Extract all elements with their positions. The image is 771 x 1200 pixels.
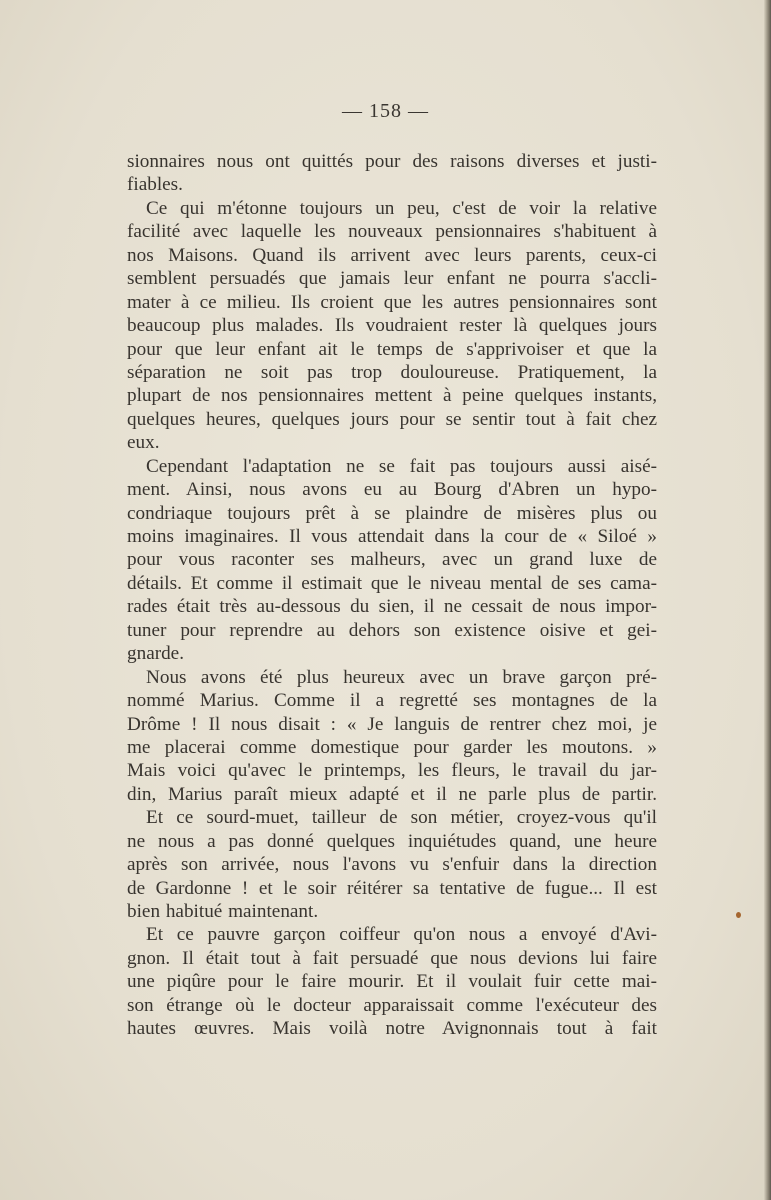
- text-line: une piqûre pour le faire mourir. Et il voulait fuir cette mai-: [127, 971, 657, 993]
- text-line: hautes œuvres. Mais voilà notre Avignonnais tout à fait: [127, 1018, 657, 1040]
- text-line: facilité avec laquelle les nouveaux pensionnaires s'habituent à: [127, 221, 657, 243]
- text-line: Drôme ! Il nous disait : « Je languis de rentrer chez moi, je: [127, 713, 657, 735]
- text-line: Cependant l'adaptation ne se fait pas toujours aussi aisé-: [146, 455, 657, 477]
- page-edge: [764, 0, 771, 1200]
- text-line: son étrange où le docteur apparaissait comme l'exécuteur des: [127, 994, 657, 1016]
- text-line: din, Marius paraît mieux adapté et il ne parle plus de partir.: [127, 783, 657, 805]
- text-line: ne nous a pas donné quelques inquiétudes quand, une heure: [127, 830, 657, 852]
- text-line: beaucoup plus malades. Ils voudraient rester là quelques jours: [127, 315, 657, 337]
- text-line: nommé Marius. Comme il a regretté ses montagnes de la: [127, 690, 657, 712]
- text-line: nos Maisons. Quand ils arrivent avec leurs parents, ceux-ci: [127, 244, 657, 266]
- text-line: gnarde.: [127, 643, 185, 665]
- text-line: détails. Et comme il estimait que le niveau mental de ses cama-: [127, 572, 657, 594]
- text-line: fiables.: [127, 174, 183, 196]
- text-line: bien habitué maintenant.: [127, 901, 319, 922]
- text-line: Nous avons été plus heureux avec un brave garçon pré-: [146, 666, 657, 688]
- text-line: gnon. Il était tout à fait persuadé que nous devions lui faire: [127, 947, 657, 969]
- text-line: quelques heures, quelques jours pour se sentir tout à fait chez: [127, 408, 657, 430]
- text-line: semblent persuadés que jamais leur enfant ne pourra s'accli-: [127, 268, 657, 290]
- body-text: [127, 150, 657, 1041]
- text-line: plupart de nos pensionnaires mettent à peine quelques instants,: [127, 385, 657, 407]
- text-line: rades était très au-dessous du sien, il ne cessait de nous impor-: [127, 596, 657, 618]
- text-line: ment. Ainsi, nous avons eu au Bourg d'Abren un hypo-: [127, 479, 657, 501]
- text-line: Et ce sourd-muet, tailleur de son métier, croyez-vous qu'il: [146, 807, 657, 829]
- text-line: tuner pour reprendre au dehors son existence oisive et gei-: [127, 619, 657, 641]
- page-number: — 158 —: [342, 100, 429, 122]
- text-line: me placerai comme domestique pour garder les moutons. »: [127, 736, 657, 758]
- ink-spot: [736, 912, 741, 918]
- text-line: pour que leur enfant ait le temps de s'apprivoiser et que la: [127, 338, 657, 360]
- text-line: moins imaginaires. Il vous attendait dans la cour de « Siloé »: [127, 526, 657, 547]
- text-line: Et ce pauvre garçon coiffeur qu'on nous a envoyé d'Avi-: [146, 924, 657, 946]
- text-line: sionnaires nous ont quittés pour des raisons diverses et justi-: [127, 151, 657, 172]
- text-line: mater à ce milieu. Ils croient que les autres pensionnaires sont: [127, 291, 657, 313]
- text-line: après son arrivée, nous l'avons vu s'enfuir dans la direction: [127, 854, 657, 876]
- text-line: de Gardonne ! et le soir réitérer sa tentative de fugue... Il est: [127, 877, 657, 899]
- text-line: Ce qui m'étonne toujours un peu, c'est de voir la relative: [146, 197, 657, 219]
- text-line: pour vous raconter ses malheurs, avec un grand luxe de: [127, 549, 657, 571]
- text-line: séparation ne soit pas trop douloureuse. Pratiquement, la: [127, 361, 657, 383]
- text-line: Mais voici qu'avec le printemps, les fleurs, le travail du jar-: [127, 760, 657, 782]
- text-line: condriaque toujours prêt à se plaindre de misères plus ou: [127, 502, 657, 524]
- text-line: eux.: [127, 432, 160, 454]
